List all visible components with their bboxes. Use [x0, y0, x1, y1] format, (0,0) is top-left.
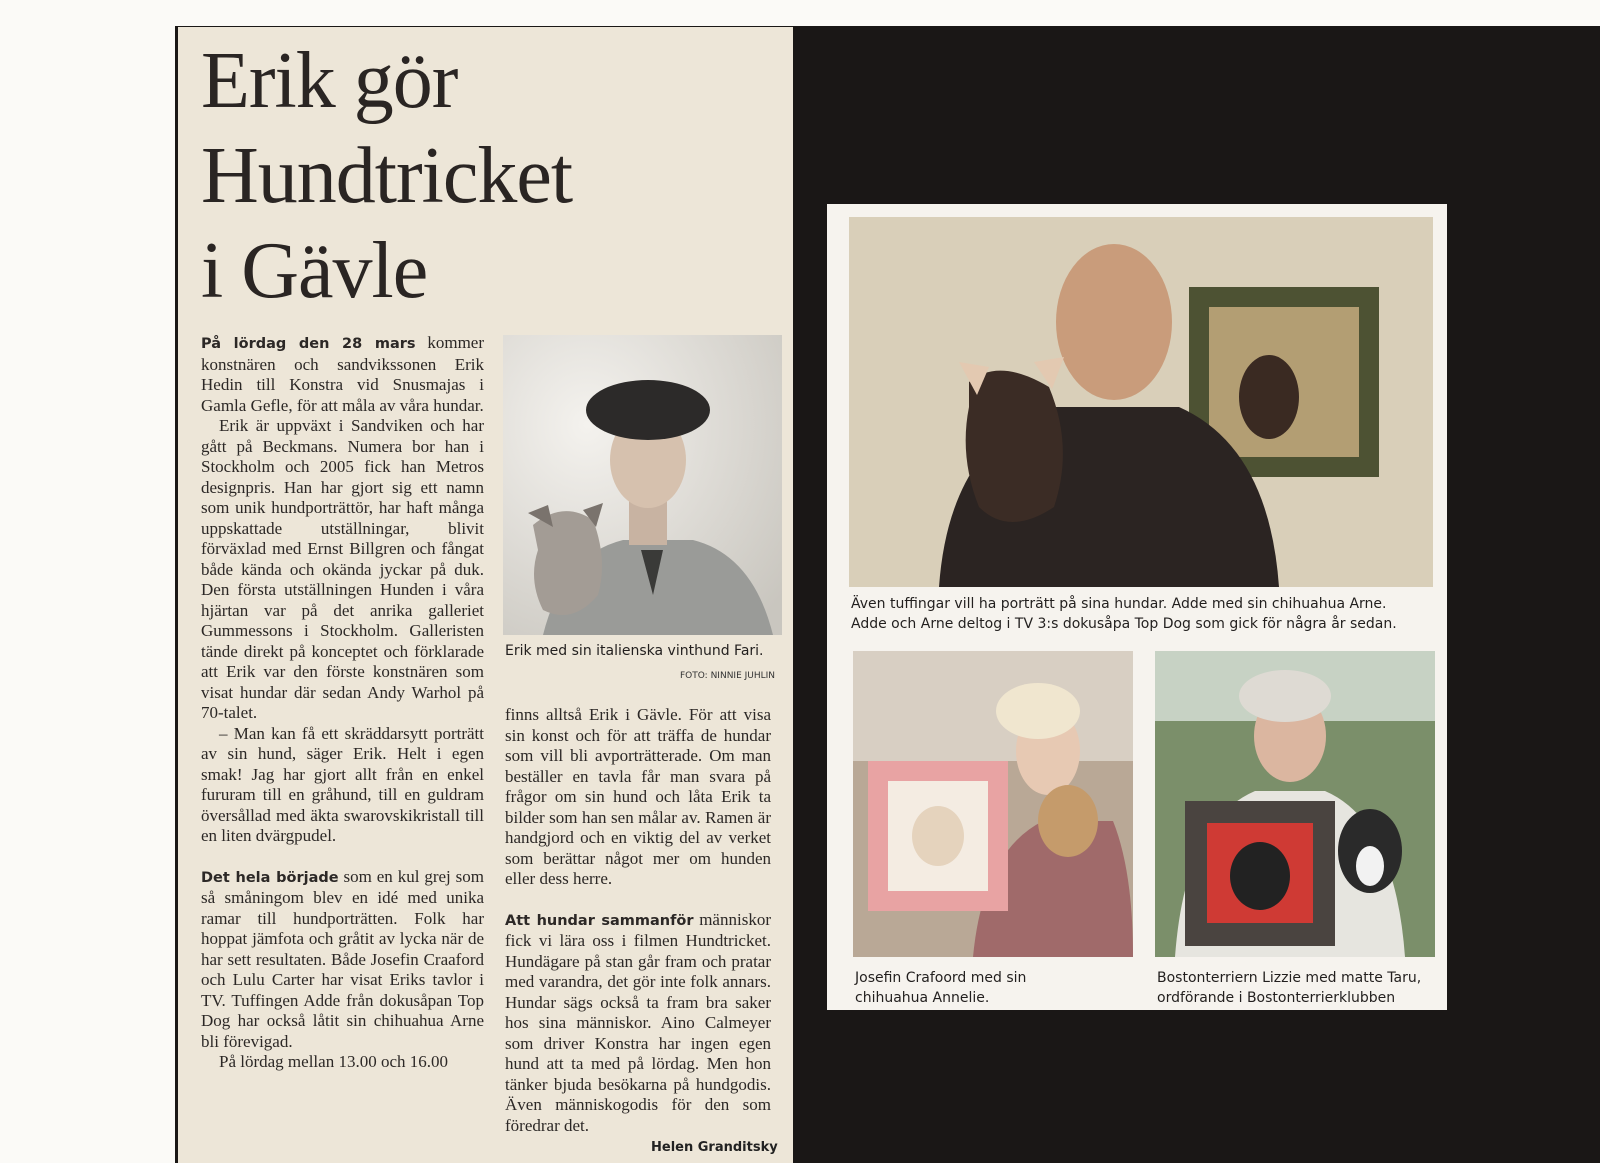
headline-line-2: Hundtricket	[201, 132, 573, 220]
paragraph-4-text: som en kul grej som så småningom blev en idé med unika ramar till hundporträtten. Folk har hoppat jämfota och gråtit av lycka när de har sett resultaten. Både Josefin Craaford och Lulu Carter har visat Eriks tavlor i TV. Tuffingen Adde från dokusåpan Top Dog har också låtit sin chihuahua Arne bli förevigad.	[201, 866, 484, 1051]
josefin-photo-illustration	[853, 651, 1133, 957]
adde-caption-line-2: Adde och Arne deltog i TV 3:s dokusåpa Top Dog som gick för några år sedan.	[851, 616, 1397, 632]
paragraph-4	[201, 867, 484, 1053]
column-2-paragraph-1: finns alltså Erik i Gävle. För att visa sin konst och för att träffa de hundar som vill bli avporträtterade. Om man beställer en tavla får man svara på frågor om sin hund och låta Erik ta bilder som han sen målar av. Ramen är handgjord och en viktig del av verket som berättar något mer om hunden eller dess herre.	[505, 705, 771, 888]
adde-photo-caption	[851, 594, 1441, 634]
paragraph-1-lead: På lördag den 28 mars	[201, 336, 416, 352]
erik-photo-illustration	[503, 335, 782, 635]
column-2-paragraph-2-text: människor fick vi lära oss i filmen Hundtricket. Hundägare på stan går fram och pratar med varandra, det gör inte folk annars. Hundar sägs också ta fram bra saker hos sina människor. Aino Calmeyer som driver Konstra har ingen egen hund att ta med på lördag. Men hon tänker bjuda besökarna på hundgodis. Även människogodis för den som föredrar det.	[505, 909, 771, 1135]
lizzie-caption-line-2: ordförande i Bostonterrierklubben	[1157, 990, 1396, 1006]
erik-photo-credit: FOTO: NINNIE JUHLIN	[680, 671, 776, 681]
photo-lizzie-with-taru	[1155, 651, 1435, 957]
josefin-caption-line-1: Josefin Crafoord med sin	[855, 970, 1027, 986]
paragraph-1	[201, 333, 484, 416]
josefin-caption-line-2: chihuahua Annelie.	[855, 990, 990, 1006]
photo-adde-with-chihuahua	[849, 217, 1433, 587]
paragraph-4-lead: Det hela började	[201, 869, 339, 886]
column-2-paragraph-2-lead: Att hundar sammanför	[505, 912, 694, 929]
headline-line-1: Erik gör	[201, 37, 458, 125]
photo-josefin-with-chihuahua	[853, 651, 1133, 957]
paragraph-1-text: kommer konstnären och sandvikssonen Erik Hedin till Konstra vid Snusmajas i Gamla Gefle, för att måla av våra hundar.	[201, 333, 485, 415]
article-byline: Helen Granditsky	[651, 1140, 778, 1155]
erik-photo-caption: Erik med sin italienska vinthund Fari.	[505, 643, 764, 659]
lizzie-photo-caption	[1157, 968, 1439, 1008]
paragraph-2: Erik är uppväxt i Sandviken och har gått på Beckmans. Numera bor han i Stockholm och 2005 fick han Metros designpris. Han har gjort sig ett namn som unik hundporträttör, har haft många uppskattade utställningar, blivit förväxlad med Ernst Billgren och fångat både kända och okända jyckar på duk. Den första utställningen Hunden i våra hjärtan var på det anrika galleriet Gummessons i Stockholm. Galleristen tände direkt på konceptet och förklarade att Erik var den förste konstnären som visat hundar där sedan Andy Warhol på 70-talet.	[201, 416, 484, 722]
lizzie-photo-illustration	[1155, 651, 1435, 957]
josefin-photo-caption	[855, 968, 1125, 1008]
adde-caption-line-1: Även tuffingar vill ha porträtt på sina hundar. Adde med sin chihuahua Arne.	[851, 596, 1387, 612]
photo-erik-with-greyhound	[503, 335, 782, 635]
lizzie-caption-line-1: Bostonterriern Lizzie med matte Taru,	[1157, 970, 1422, 986]
column-2-paragraph-2	[505, 910, 771, 1137]
paragraph-3: – Man kan få ett skräddarsytt porträtt av sin hund, säger Erik. Helt i egen smak! Jag har gjort allt från en enkel fururam till en gråhund, till en guldram översållad med äkta swarovskikristall till en liten dvärgpudel.	[201, 723, 484, 845]
article-column-1	[201, 333, 484, 1073]
article-headline	[201, 34, 781, 319]
headline-line-3: i Gävle	[201, 227, 428, 315]
paragraph-5: På lördag mellan 13.00 och 16.00	[219, 1052, 448, 1071]
article-column-2	[505, 705, 771, 1136]
adde-photo-illustration	[849, 217, 1433, 587]
